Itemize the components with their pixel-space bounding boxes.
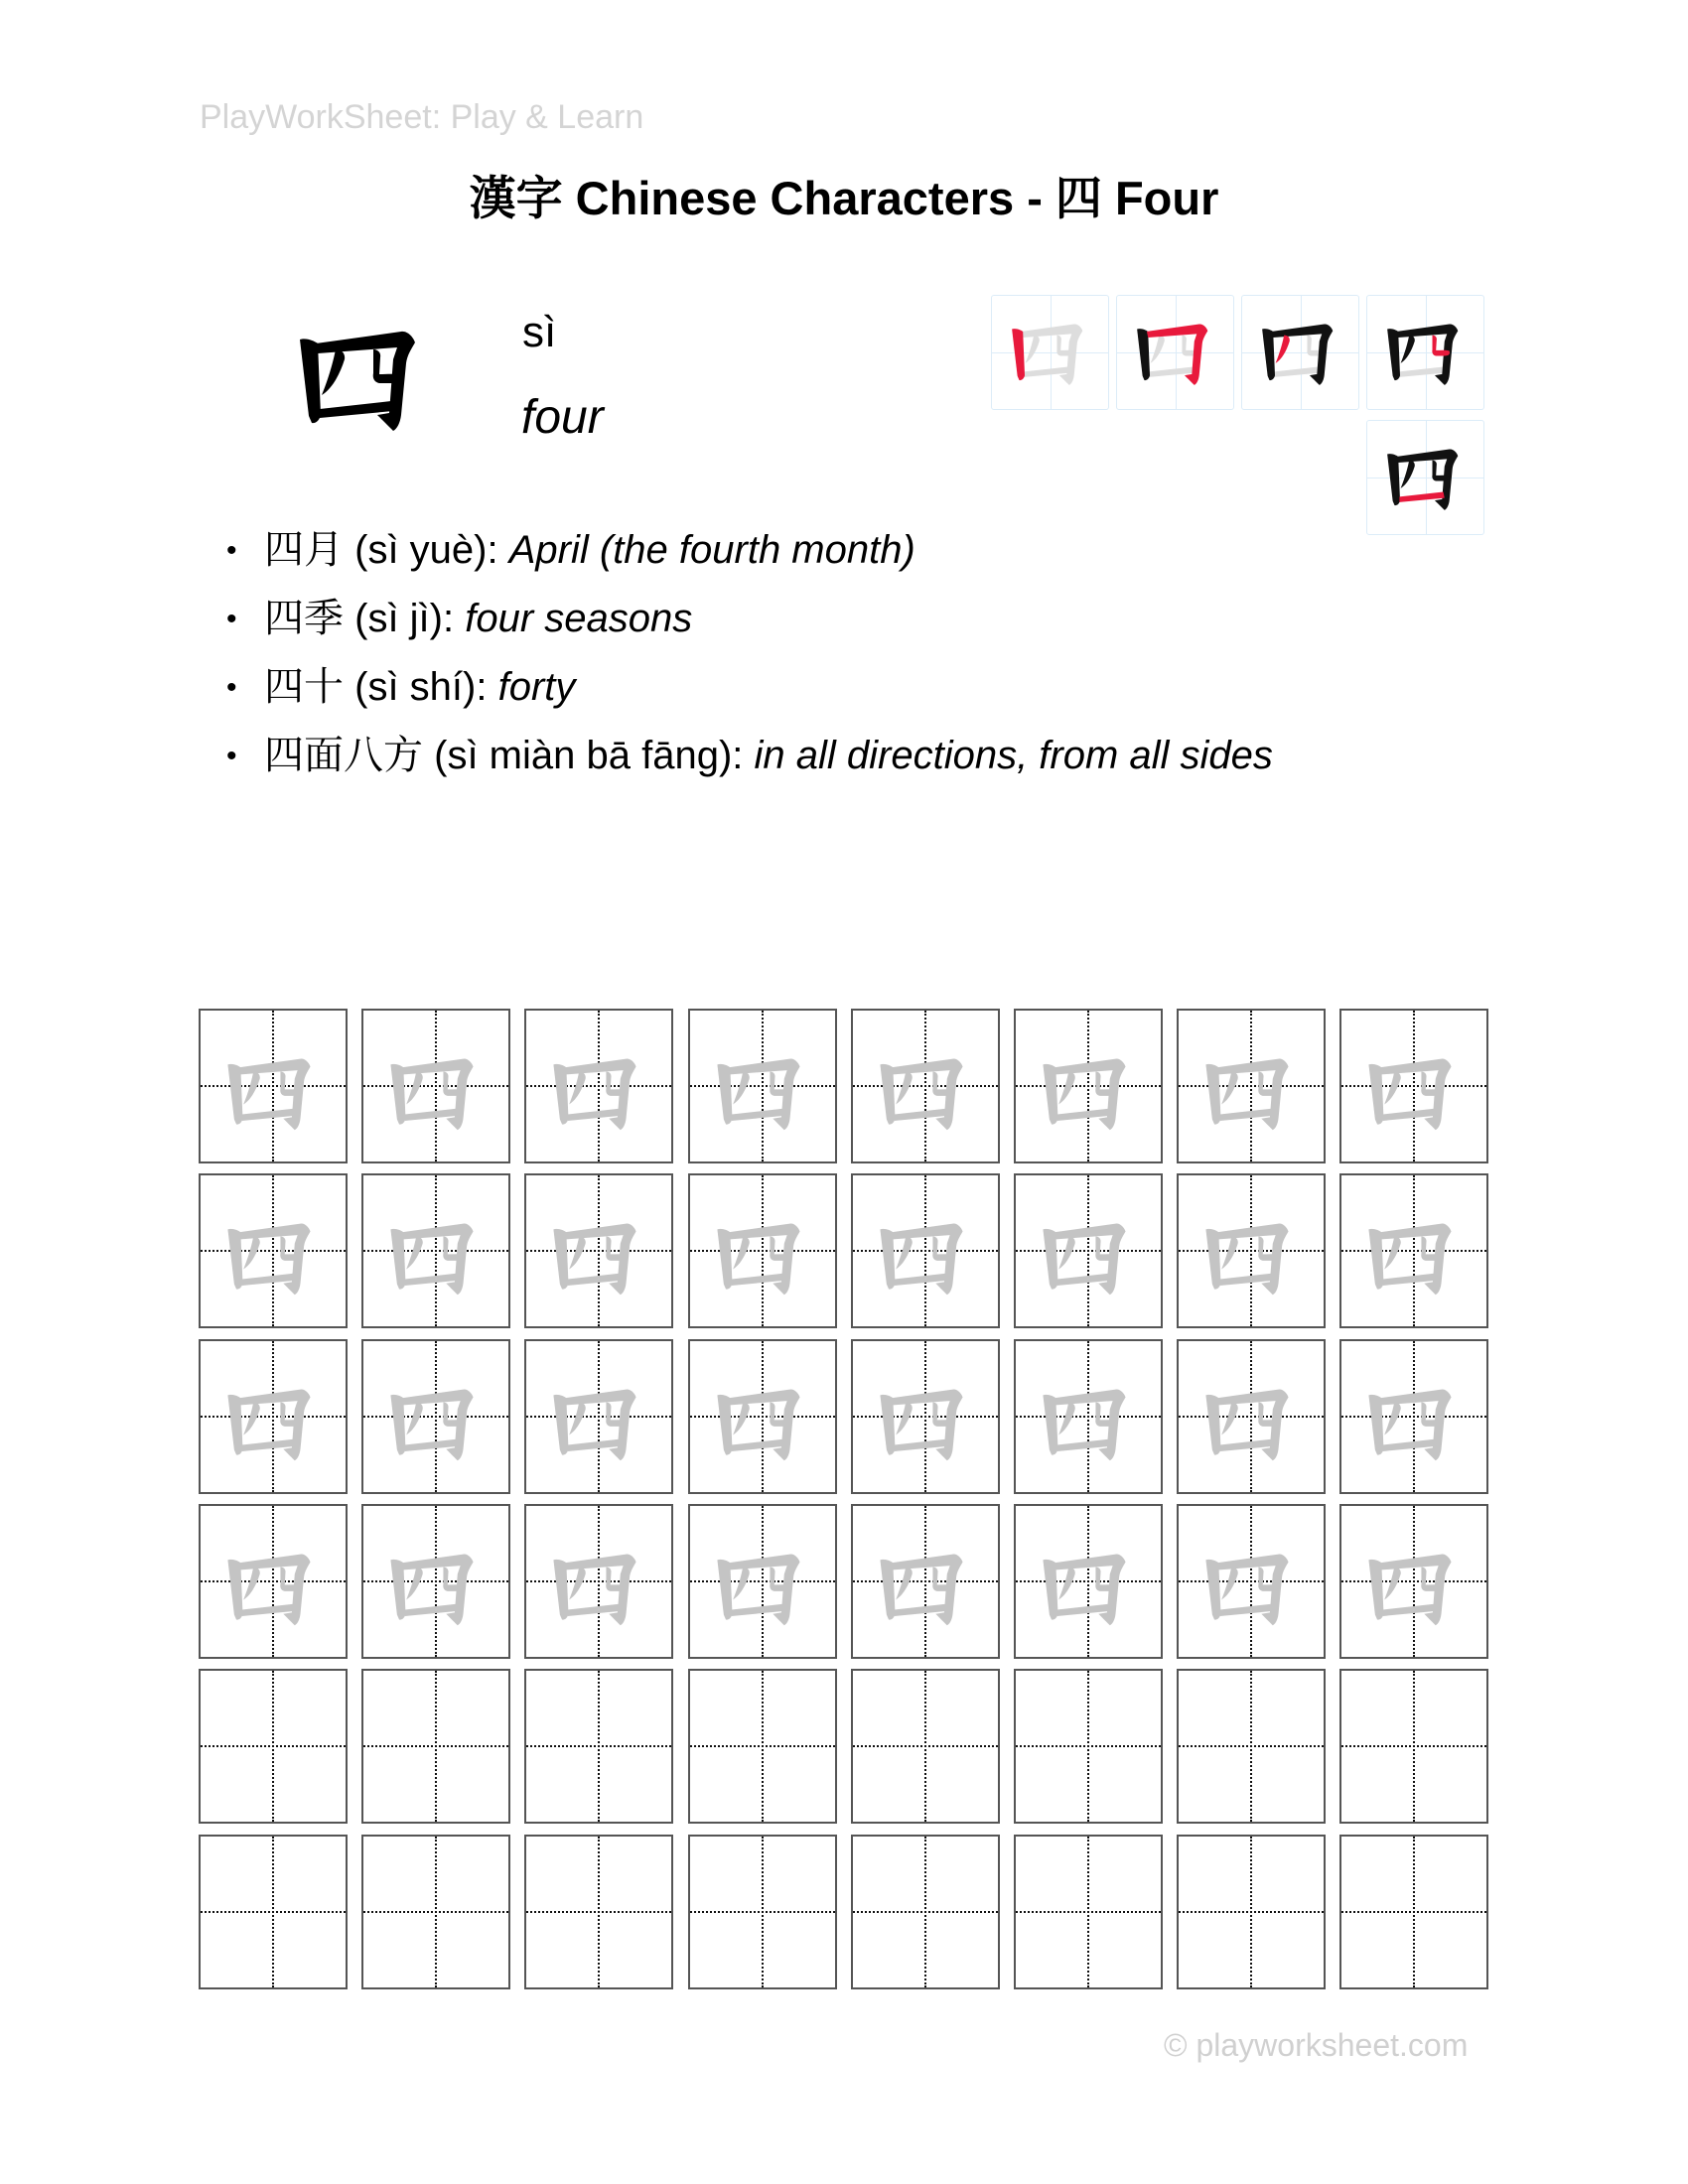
trace-cell[interactable] xyxy=(688,1504,837,1659)
trace-character-glyph xyxy=(546,1050,653,1136)
vocab-pinyin: (sì miàn bā fāng): xyxy=(434,734,744,777)
trace-cell[interactable] xyxy=(199,1339,348,1494)
stroke-5-horizontal-icon xyxy=(1381,433,1473,524)
center-horizontal-guide xyxy=(853,1745,998,1747)
trace-character-glyph xyxy=(710,1050,817,1136)
center-horizontal-guide xyxy=(1179,1911,1324,1913)
trace-character-glyph xyxy=(220,1381,328,1466)
trace-character-glyph xyxy=(1198,1381,1306,1466)
trace-cell[interactable] xyxy=(851,1173,1000,1328)
bullet-icon: • xyxy=(226,740,237,772)
trace-cell[interactable] xyxy=(1014,1009,1163,1163)
center-horizontal-guide xyxy=(526,1911,671,1913)
trace-cell[interactable] xyxy=(1014,1173,1163,1328)
trace-cell[interactable] xyxy=(199,1009,348,1163)
trace-cell[interactable] xyxy=(199,1173,348,1328)
trace-cell[interactable] xyxy=(688,1339,837,1494)
vocab-item xyxy=(226,722,1273,790)
center-horizontal-guide xyxy=(526,1745,671,1747)
blank-practice-cell[interactable] xyxy=(1339,1669,1488,1824)
trace-character-glyph xyxy=(710,1546,817,1631)
center-horizontal-guide xyxy=(690,1911,835,1913)
center-horizontal-guide xyxy=(1016,1745,1161,1747)
center-horizontal-guide xyxy=(1016,1911,1161,1913)
vocab-definition: in all directions, from all sides xyxy=(754,734,1273,777)
blank-practice-cell[interactable] xyxy=(688,1835,837,1989)
stroke-order-step-5 xyxy=(1366,420,1484,535)
trace-cell[interactable] xyxy=(1339,1339,1488,1494)
trace-character-glyph xyxy=(1036,1546,1143,1631)
blank-practice-cell[interactable] xyxy=(361,1669,510,1824)
character-pinyin: sì xyxy=(522,308,557,356)
vocab-definition: forty xyxy=(497,665,576,709)
vocabulary-list xyxy=(226,516,1273,790)
site-header: PlayWorkSheet: Play & Learn xyxy=(200,98,644,136)
character-meaning: four xyxy=(521,391,604,444)
blank-practice-cell[interactable] xyxy=(524,1669,673,1824)
trace-character-glyph xyxy=(1361,1546,1469,1631)
blank-practice-cell[interactable] xyxy=(688,1669,837,1824)
bullet-icon: • xyxy=(226,603,237,635)
trace-cell[interactable] xyxy=(1014,1339,1163,1494)
trace-cell[interactable] xyxy=(199,1504,348,1659)
trace-cell[interactable] xyxy=(361,1504,510,1659)
trace-cell[interactable] xyxy=(1339,1504,1488,1659)
stroke-order-step-3 xyxy=(1241,295,1359,410)
trace-cell[interactable] xyxy=(1177,1173,1326,1328)
center-horizontal-guide xyxy=(363,1911,508,1913)
trace-character-glyph xyxy=(220,1546,328,1631)
center-horizontal-guide xyxy=(690,1745,835,1747)
trace-character-glyph xyxy=(383,1381,491,1466)
center-horizontal-guide xyxy=(1341,1745,1486,1747)
vocab-pinyin: (sì shí): xyxy=(354,665,488,709)
trace-character-glyph xyxy=(1036,1050,1143,1136)
trace-character-glyph xyxy=(710,1215,817,1300)
vocab-word: 四面八方 xyxy=(264,734,423,777)
vocab-definition: four seasons xyxy=(465,597,693,640)
bullet-icon: • xyxy=(226,534,237,567)
blank-practice-cell[interactable] xyxy=(524,1835,673,1989)
trace-character-glyph xyxy=(1036,1215,1143,1300)
trace-cell[interactable] xyxy=(361,1009,510,1163)
trace-character-glyph xyxy=(546,1546,653,1631)
vocab-word: 四月 xyxy=(264,528,344,572)
center-horizontal-guide xyxy=(201,1911,346,1913)
main-character-glyph xyxy=(290,320,439,439)
trace-character-glyph xyxy=(383,1215,491,1300)
trace-cell[interactable] xyxy=(688,1009,837,1163)
trace-cell[interactable] xyxy=(361,1339,510,1494)
trace-cell[interactable] xyxy=(361,1173,510,1328)
blank-practice-cell[interactable] xyxy=(851,1669,1000,1824)
copyright-footer: © playworksheet.com xyxy=(1164,2027,1469,2063)
trace-character-glyph xyxy=(710,1381,817,1466)
trace-character-glyph xyxy=(1198,1546,1306,1631)
trace-cell[interactable] xyxy=(851,1504,1000,1659)
trace-character-glyph xyxy=(873,1546,980,1631)
trace-cell[interactable] xyxy=(851,1339,1000,1494)
trace-character-glyph xyxy=(220,1215,328,1300)
trace-character-glyph xyxy=(873,1050,980,1136)
vocab-word: 四季 xyxy=(264,597,344,640)
vocab-item xyxy=(226,516,1273,585)
trace-character-glyph xyxy=(220,1050,328,1136)
trace-character-glyph xyxy=(383,1546,491,1631)
trace-character-glyph xyxy=(1198,1215,1306,1300)
blank-practice-cell[interactable] xyxy=(1014,1835,1163,1989)
center-horizontal-guide xyxy=(201,1745,346,1747)
trace-character-glyph xyxy=(873,1215,980,1300)
vocab-pinyin: (sì jì): xyxy=(354,597,455,640)
stroke-order-step-2 xyxy=(1116,295,1234,410)
trace-cell[interactable] xyxy=(1339,1009,1488,1163)
blank-practice-cell[interactable] xyxy=(1177,1669,1326,1824)
stroke-2-horizontal-turn-icon xyxy=(1131,308,1222,399)
blank-practice-cell[interactable] xyxy=(851,1835,1000,1989)
trace-character-glyph xyxy=(1361,1381,1469,1466)
trace-character-glyph xyxy=(546,1215,653,1300)
trace-cell[interactable] xyxy=(524,1339,673,1494)
stroke-4-vertical-turn-icon xyxy=(1381,308,1473,399)
trace-character-glyph xyxy=(1198,1050,1306,1136)
center-horizontal-guide xyxy=(853,1911,998,1913)
trace-character-glyph xyxy=(873,1381,980,1466)
blank-practice-cell[interactable] xyxy=(199,1669,348,1824)
trace-cell[interactable] xyxy=(1339,1173,1488,1328)
trace-cell[interactable] xyxy=(688,1173,837,1328)
trace-cell[interactable] xyxy=(1014,1504,1163,1659)
trace-cell[interactable] xyxy=(524,1173,673,1328)
blank-practice-cell[interactable] xyxy=(1339,1835,1488,1989)
center-horizontal-guide xyxy=(1341,1911,1486,1913)
trace-character-glyph xyxy=(383,1050,491,1136)
trace-cell[interactable] xyxy=(524,1009,673,1163)
trace-cell[interactable] xyxy=(851,1009,1000,1163)
vocab-item xyxy=(226,585,1273,653)
trace-cell[interactable] xyxy=(1177,1339,1326,1494)
stroke-1-vertical-icon xyxy=(1006,308,1097,399)
vocab-item xyxy=(226,653,1273,722)
trace-character-glyph xyxy=(546,1381,653,1466)
vocab-definition: April (the fourth month) xyxy=(508,528,915,572)
trace-character-glyph xyxy=(1361,1215,1469,1300)
blank-practice-cell[interactable] xyxy=(361,1835,510,1989)
vocab-word: 四十 xyxy=(264,665,344,709)
bullet-icon: • xyxy=(226,671,237,704)
stroke-order-step-4 xyxy=(1366,295,1484,410)
trace-character-glyph xyxy=(1361,1050,1469,1136)
center-horizontal-guide xyxy=(1179,1745,1324,1747)
vocab-pinyin: (sì yuè): xyxy=(354,528,498,572)
blank-practice-cell[interactable] xyxy=(1177,1835,1326,1989)
trace-character-glyph xyxy=(1036,1381,1143,1466)
stroke-3-left-falling-icon xyxy=(1256,308,1347,399)
page-title: 漢字 Chinese Characters - 四 Four xyxy=(469,172,1219,224)
blank-practice-cell[interactable] xyxy=(199,1835,348,1989)
trace-cell[interactable] xyxy=(524,1504,673,1659)
center-horizontal-guide xyxy=(363,1745,508,1747)
blank-practice-cell[interactable] xyxy=(1014,1669,1163,1824)
stroke-order-step-1 xyxy=(991,295,1109,410)
trace-cell[interactable] xyxy=(1177,1009,1326,1163)
trace-cell[interactable] xyxy=(1177,1504,1326,1659)
